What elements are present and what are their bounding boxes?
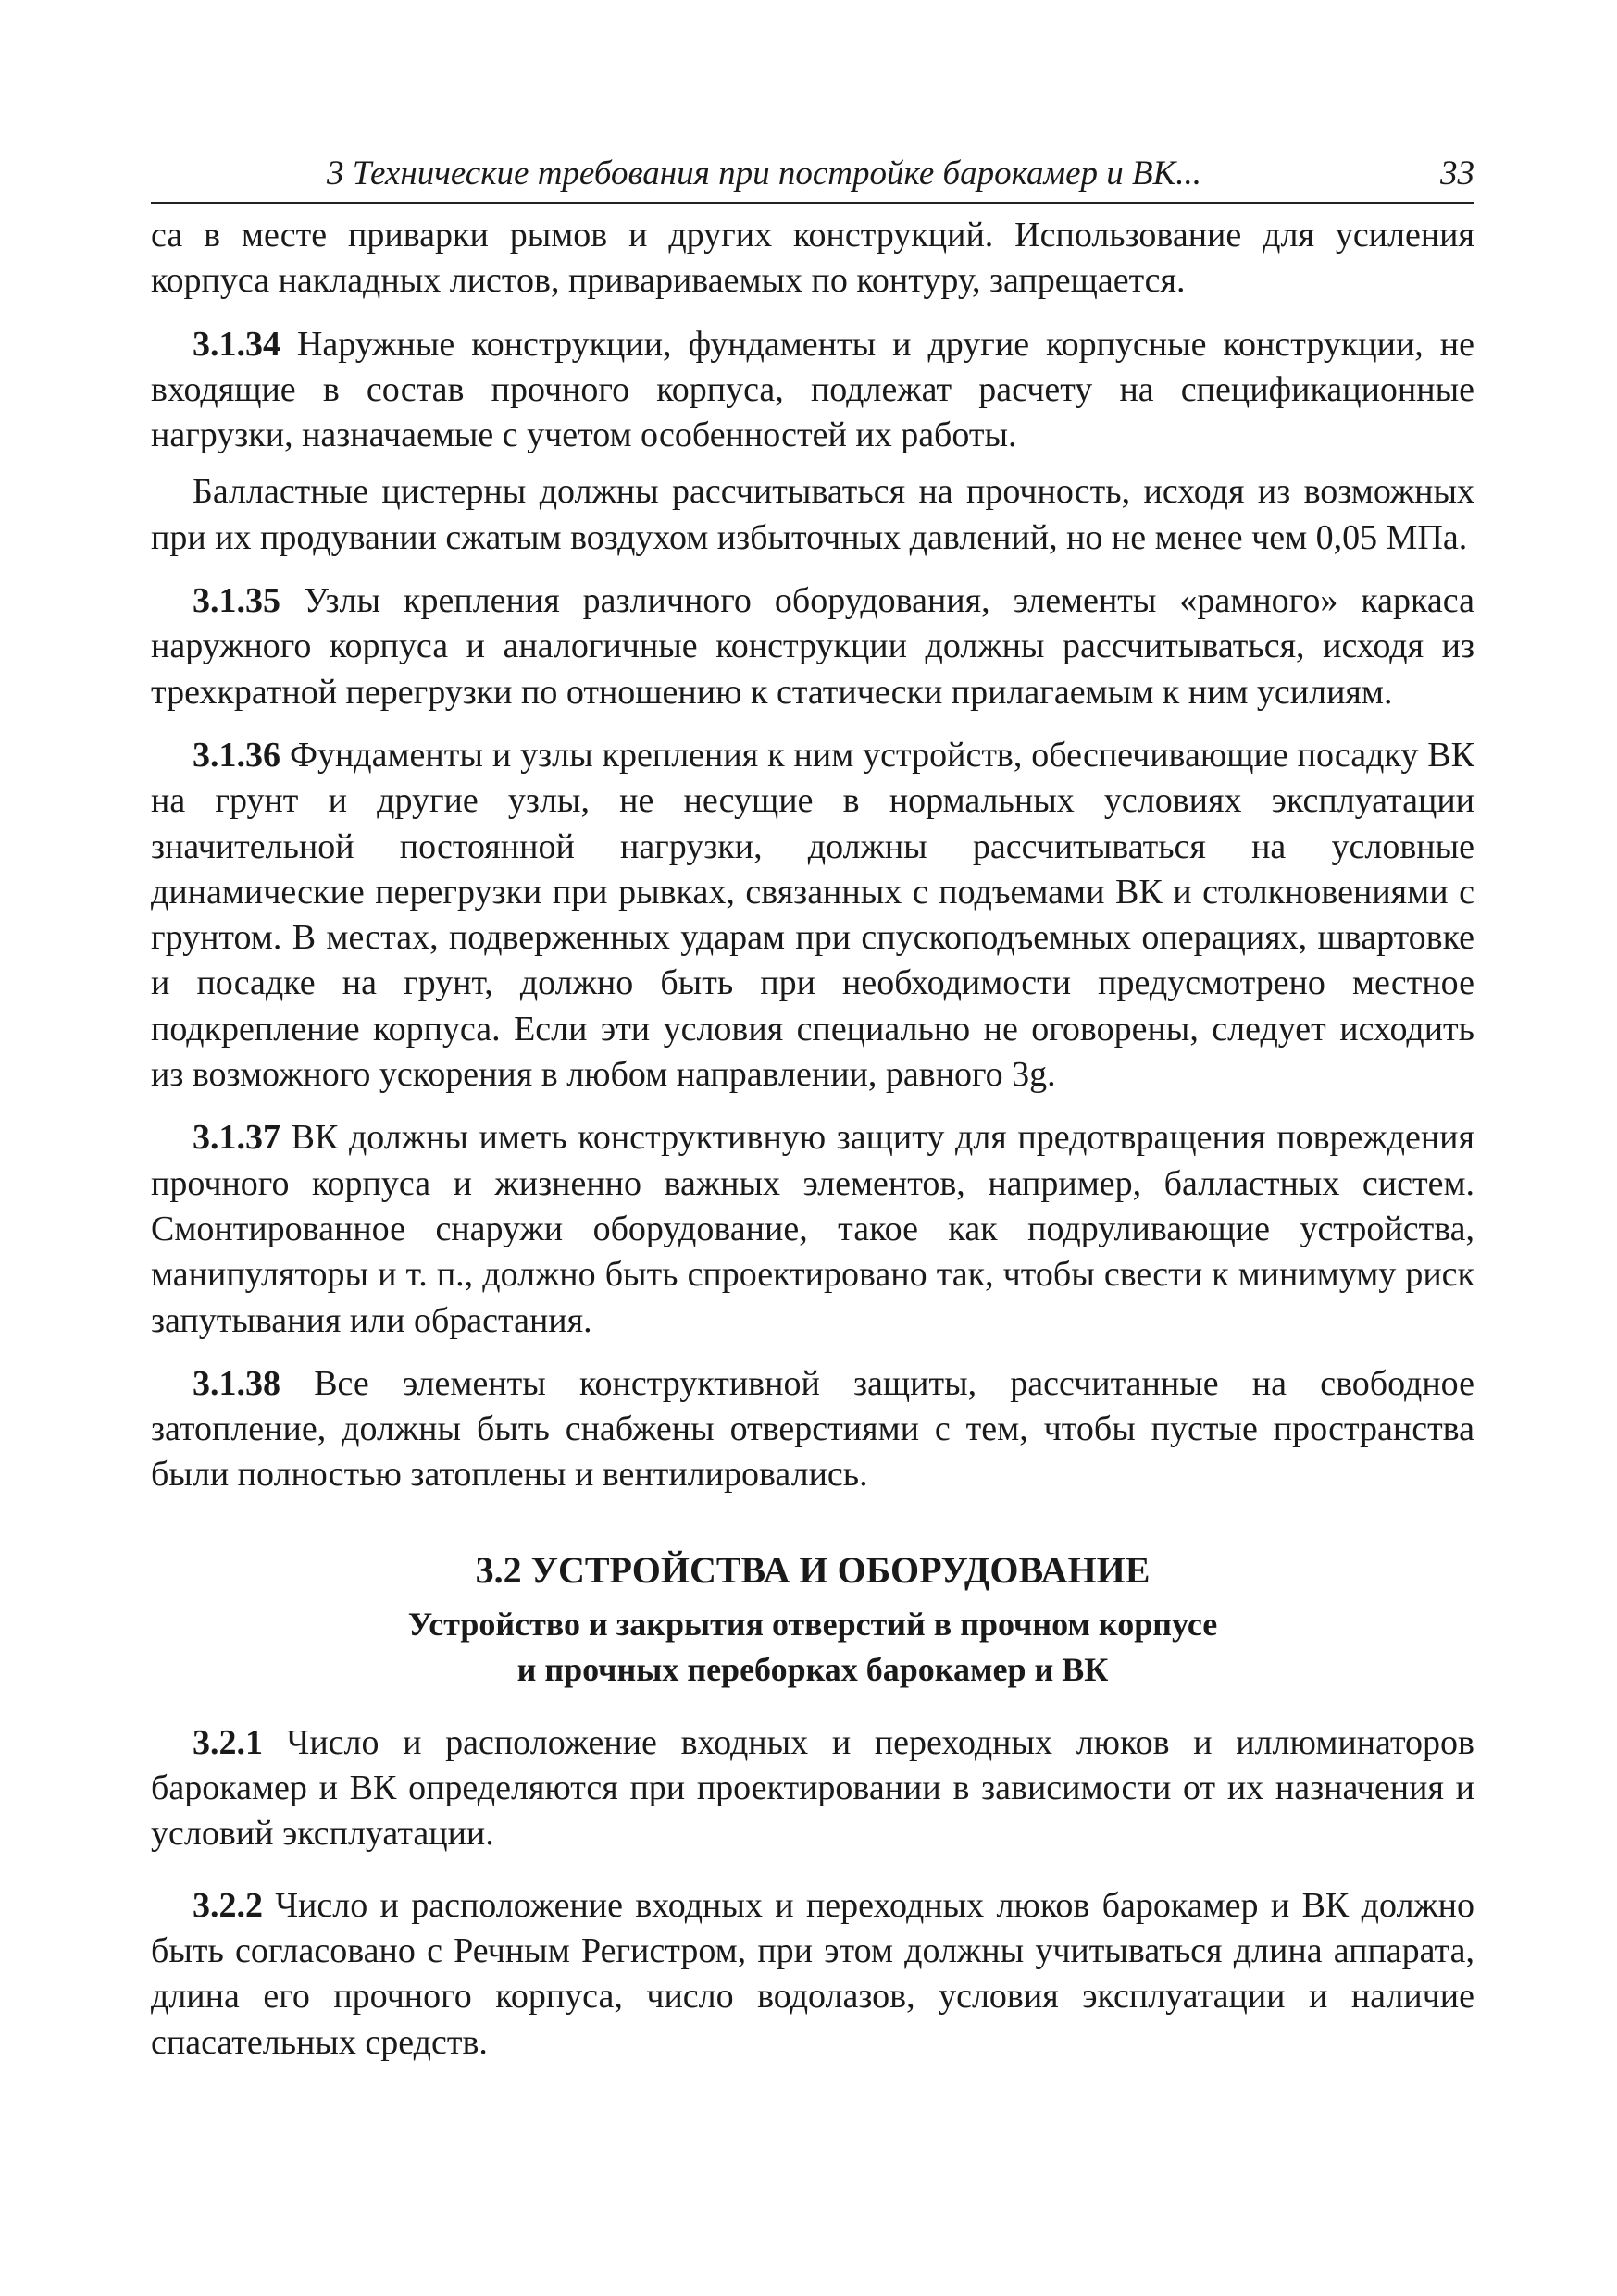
clause-text: Фундаменты и узлы крепления к ним устройств, обеспечивающие посадку ВК на грунт и другие узлы, не несущие в нормальных условиях эксплуатации значительной постоянной нагрузки, должны рассчитываться на условные динамические перегрузки при рывках, связанных с подъемами ВК и столкновениями с грунтом. В местах, подверженных ударам при спускоподъемных операциях, швартовке и посадке на грунт, должно быть при необходимости предусмотрено местное подкрепление корпуса. Если эти условия специально не оговорены, следует исходить из возможного ускорения в любом направлении, равного 3g. (151, 735, 1474, 1095)
clause-text: Все элементы конструктивной защиты, рассчитанные на свободное затопление, должны быть снабжены отверстиями с тем, чтобы пустые пространства были полностью затоплены и вентилировались. (151, 1363, 1474, 1495)
running-header (151, 148, 1474, 204)
clause-number: 3.1.36 (193, 735, 280, 775)
clause-3-1-36 (151, 733, 1474, 1098)
subsection-heading-line-1: Устройство и закрытия отверстий в прочном корпусе (407, 1605, 1218, 1643)
subsection-heading (151, 1602, 1474, 1693)
clause-number: 3.1.35 (193, 581, 280, 621)
page-body (151, 213, 1474, 2066)
clause-text: Число и расположение входных и переходных люков и иллюминаторов барокамер и ВК определяются при проектировании в зависимости от их назначения и условий эксплуатации. (151, 1722, 1474, 1854)
paragraph-text: са в месте приварки рымов и других конструкций. Использование для усиления корпуса накладных листов, привариваемых по контуру, запрещается. (151, 216, 1474, 301)
clause-text: ВК должны иметь конструктивную защиту для предотвращения повреждения прочного корпуса и жизненно важных элементов, например, балластных систем. Смонтированное снаружи оборудование, такое как подруливающие устройства, манипуляторы и т. п., должно быть спроектировано так, чтобы свести к минимуму риск запутывания или обрастания. (151, 1118, 1474, 1340)
clause-number: 3.2.1 (193, 1722, 263, 1762)
clause-text: Число и расположение входных и переходных люков барокамер и ВК должно быть согласовано с Речным Регистром, при этом должны учитываться длина аппарата, длина его прочного корпуса, число водолазов, условия эксплуатации и наличие спасательных средств. (151, 1885, 1474, 2062)
clause-number: 3.1.38 (193, 1363, 280, 1403)
paragraph-continuation (151, 213, 1474, 304)
clause-3-1-38 (151, 1361, 1474, 1498)
clause-number: 3.2.2 (193, 1885, 263, 1925)
running-title: 3 Технические требования при постройке барокамер и ВК... (327, 155, 1201, 192)
clause-3-2-2 (151, 1883, 1474, 2066)
clause-3-1-34 (151, 322, 1474, 459)
paragraph-text: Балластные цистерны должны рассчитываться на прочность, исходя из возможных при их продувании сжатым воздухом избыточных давлений, но не менее чем 0,05 МПа. (151, 472, 1474, 557)
clause-text: Узлы крепления различного оборудования, элементы «рамного» каркаса наружного корпуса и аналогичные конструкции должны рассчитываться, исходя из трехкратной перегрузки по отношению к статически прилагаемым к ним усилиям. (151, 581, 1474, 712)
clause-number: 3.1.37 (193, 1118, 280, 1158)
clause-3-1-35 (151, 578, 1474, 715)
clause-3-1-37 (151, 1115, 1474, 1343)
clause-text: Наружные конструкции, фундаменты и другие корпусные конструкции, не входящие в состав прочного корпуса, подлежат расчету на спецификационные нагрузки, назначаемые с учетом особенностей их работы. (151, 324, 1474, 455)
section-heading: 3.2 УСТРОЙСТВА И ОБОРУДОВАНИЕ (475, 1548, 1151, 1591)
subsection-heading-line-2: и прочных переборках барокамер и ВК (516, 1650, 1109, 1688)
paragraph-ballast-tanks (151, 469, 1474, 561)
clause-3-2-1 (151, 1720, 1474, 1857)
page-number: 33 (1440, 155, 1474, 192)
clause-number: 3.1.34 (193, 324, 280, 364)
